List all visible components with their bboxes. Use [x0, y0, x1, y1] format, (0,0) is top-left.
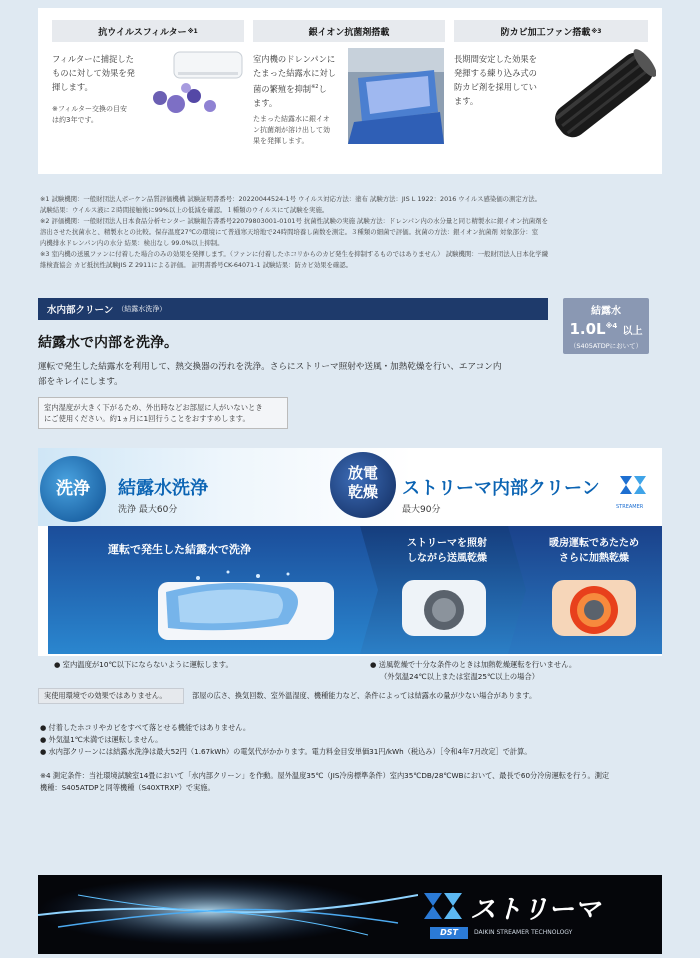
wash-circle: 洗浄: [40, 456, 106, 522]
streamer-clean-title: ストリーマ内部クリーン: [402, 478, 600, 499]
streamer-logo-text: STREAMER: [616, 504, 644, 510]
feature-text-anti-mold-fan: 長期間安定した効果を 発揮する練り込み式の 防カビ剤を採用してい ます。: [454, 54, 537, 106]
streamer-brand-title: ストリーマ: [470, 895, 601, 925]
note-room-temp: ● 室内温度が10℃以下にならないように運転します。: [54, 660, 233, 669]
section-headline: 結露水で内部を洗浄。: [38, 335, 178, 351]
note-fan-dry-condition: （外気温24℃以上または室温25℃以上の場合）: [380, 672, 540, 681]
discharge-dry-circle: 放電 乾燥: [330, 452, 396, 518]
notes-list: ● 付着したホコリやカビをすべて落とせる機能ではありません。 ● 外気温1℃未満では運転しません。 ● 水内部クリーンには結露水洗浄は最大52円（1.67kWh）の電気代がかかります。電力料金目安単価31円/kWh（税込み）［令和4年7月改定］で計算。: [40, 723, 532, 756]
footnote-4: ※4 測定条件：当社環境試験室14畳において「水内部クリーン」を作動。屋外温度35℃（JIS冷房標準条件）室内35℃DB/28℃WBにおいて、最長で60分冷房運転を行う。測定 機種：S405ATDPと同等機種（S40XTRXP）で実施。: [40, 771, 610, 792]
dst-badge: DST: [430, 927, 468, 939]
panel-streamer-caption: ストリーマを照射 しながら送風乾燥: [407, 538, 487, 564]
drain-pan-image: [348, 48, 444, 144]
footnotes-1-3: ※1 試験機関：一般財団法人ボーケン品質評価機構 試験証明書番号：20220044524-1号 ウイルス対応方法：塗布 試験方法：JIS L 1922：2016 ウイルス感染価の測定方法。 試験結果：ウイルス液に２時間接触後に99%以上の低減を確認。１種類のウイルスにて試験を実施。 ※2 評価機関：一般財団法人日本食品分析センター 試験報告書番号22079803001-0101号 抗菌性試験の実施 試験方法：ドレンパン内の水分量と同じ精製水に銀イオン抗菌剤を 溶出させた抗菌水と、精製水との比較。保存温度27℃の環境にて普通寒天培地で24時間培養し菌数を測定。３種類の細菌で評価。抗菌の方法：銀イオン抗菌剤 対象部分：室 内機排水ドレンパン内の水分 結果：検出なし 99.0%以上抑制。 ※3 室内機の送風ファンに付着した場合のみの効果を発揮します。（ファンに付着したホコリからのカビ発生を抑制するものではありません） 試験機関：一般財団法人日本化学繊 維検査協会 カビ抵抗性試験JIS Z 2911による評価。 証明書番号CK-64071-1 試験結果：防カビ効果を確認。: [40, 195, 548, 269]
aircon-filter-image: [150, 48, 246, 116]
panel-wash-caption: 運転で発生した結露水で洗浄: [108, 543, 251, 556]
env-disclaimer-box: 実使用環境での効果ではありません。: [38, 688, 184, 704]
section-title-bar: 水内部クリーン （結露水洗浄）: [38, 298, 548, 320]
feature-text-silver-ion: 室内機のドレンパンに たまった結露水に対し 菌の繁殖を抑制$^{※2}$し ます。: [253, 54, 336, 108]
feature-title-antivirus: 抗ウイルスフィルター ※1: [52, 20, 244, 42]
panel-heat-caption: 暖房運転であたため さらに加熱乾燥: [549, 538, 639, 564]
feature-note-silver-ion: たまった結露水に銀イオ ン抗菌剤が溶け出して効 果を発揮します。: [253, 115, 330, 145]
usage-note-box: 室内湿度が大きく下がるため、外出時などお部屋に人がいないとき にご使用ください。約1ヵ月に1回行うことをおすすめします。: [38, 397, 288, 429]
streamer-dry-image: [394, 572, 494, 642]
streamer-banner: [38, 875, 662, 954]
streamer-logo-icon: [618, 472, 648, 498]
feature-title-anti-mold-fan: 防カビ加工ファン搭載 ※3: [454, 20, 648, 42]
streamer-clean-subtitle: 最大90分: [402, 505, 441, 515]
cleaning-banner: [38, 448, 662, 656]
room-conditions-note: 部屋の広さ、換気回数、室外温湿度、機種能力など、条件によっては結露水の量が少ない場合があります。: [192, 691, 537, 700]
streamer-light-image: [38, 875, 418, 954]
fan-image: [552, 44, 656, 146]
feature-text-antivirus: フィルターに捕捉した ものに対して効果を発 揮します。: [52, 54, 135, 92]
feature-note-antivirus: ※フィルター交換の目安 は約3年です。: [52, 105, 128, 124]
note-fan-dry: ● 送風乾燥で十分な条件のときは加熱乾燥運転を行いません。: [370, 660, 577, 669]
streamer-tagline: DAIKIN STREAMER TECHNOLOGY: [474, 929, 573, 936]
streamer-brand-icon: [422, 889, 466, 923]
wash-title: 結露水洗浄: [118, 478, 208, 499]
feature-title-silver-ion: 銀イオン抗菌剤搭載: [253, 20, 445, 42]
condensate-badge: 結露水 $1.0L^{※4}$ 以上 （S405ATDPにおいて）: [563, 298, 649, 354]
wash-subtitle: 洗浄 最大60分: [118, 505, 178, 515]
heat-dry-image: [544, 572, 644, 642]
feature-box: [38, 8, 662, 174]
section-body: 運転で発生した結露水を利用して、熱交換器の汚れを洗浄。さらにストリーマ照射や送風・加熱乾燥を行い、エアコン内 部をキレイにします。: [38, 362, 502, 387]
aircon-washing-image: [138, 568, 338, 648]
